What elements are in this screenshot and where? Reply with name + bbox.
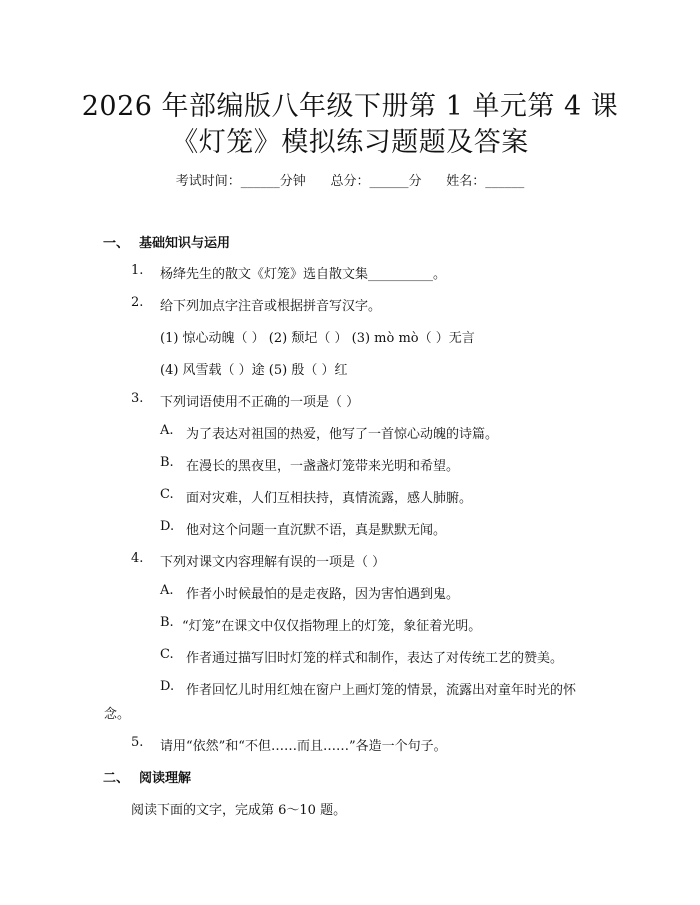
section-1-number: 一、 bbox=[103, 236, 130, 251]
question-1-number: 1. bbox=[131, 263, 144, 278]
question-4-option-d-text: 作者回忆儿时用红烛在窗户上画灯笼的情景，流露出对童年时光的怀 bbox=[186, 683, 577, 698]
question-3-text: 下列词语使用不正确的一项是（ ） bbox=[160, 395, 360, 410]
question-3-option-d-text: 他对这个问题一直沉默不语，真是默默无闻。 bbox=[186, 523, 447, 538]
question-1-text: 杨绛先生的散文《灯笼》选自散文集__________。 bbox=[160, 267, 447, 282]
exam-info: 考试时间：______分钟 总分：______分 姓名：______ bbox=[175, 174, 525, 189]
question-3-option-a-letter: A. bbox=[160, 423, 174, 438]
reading-intro: 阅读下面的文字，完成第 6～10 题。 bbox=[131, 803, 347, 818]
question-4-option-c-text: 作者通过描写旧时灯笼的样式和制作，表达了对传统工艺的赞美。 bbox=[186, 651, 564, 666]
question-3-option-d-letter: D. bbox=[160, 519, 175, 534]
question-4-text: 下列对课文内容理解有误的一项是（ ） bbox=[160, 555, 386, 570]
question-3-option-b-text: 在漫长的黑夜里，一盏盏灯笼带来光明和希望。 bbox=[186, 459, 460, 474]
document-title-line1: 2026 年部编版八年级下册第 1 单元第 4 课 bbox=[81, 91, 619, 122]
question-4-option-d-letter: D. bbox=[160, 679, 175, 694]
question-3-option-a-text: 为了表达对祖国的热爱，他写了一首惊心动魄的诗篇。 bbox=[186, 427, 499, 442]
section-1-title: 基础知识与运用 bbox=[139, 236, 231, 251]
question-4-option-d-continuation: 念。 bbox=[104, 707, 131, 722]
question-3-option-c-letter: C. bbox=[160, 487, 174, 502]
question-4-option-a-text: 作者小时候最怕的是走夜路，因为害怕遇到鬼。 bbox=[186, 587, 460, 602]
section-2-number: 二、 bbox=[103, 771, 130, 786]
question-4-option-b-text: “灯笼”在课文中仅仅指物理上的灯笼，象征着光明。 bbox=[182, 619, 482, 634]
question-2-text: 给下列加点字注音或根据拼音写汉字。 bbox=[160, 299, 382, 314]
section-2-title: 阅读理解 bbox=[139, 771, 192, 786]
document-title-line2: 《灯笼》模拟练习题题及答案 bbox=[171, 127, 529, 158]
question-3-option-c-text: 面对灾难，人们互相扶持，真情流露，感人肺腑。 bbox=[186, 491, 473, 506]
question-4-option-b-letter: B. bbox=[160, 615, 174, 630]
question-5-number: 5. bbox=[131, 735, 144, 750]
question-2-number: 2. bbox=[131, 295, 144, 310]
question-2-items-row1: (1) 惊心动魄（ ） (2) 颓圮（ ） (3) mò mò（ ）无言 bbox=[160, 331, 475, 346]
question-3-option-b-letter: B. bbox=[160, 455, 174, 470]
question-5-text: 请用“依然”和“不但……而且……”各造一个句子。 bbox=[160, 739, 447, 754]
question-3-number: 3. bbox=[131, 391, 144, 406]
question-2-items-row2: (4) 风雪载（ ）途 (5) 殷（ ）红 bbox=[160, 363, 348, 378]
question-4-option-c-letter: C. bbox=[160, 647, 174, 662]
question-4-number: 4. bbox=[131, 551, 144, 566]
question-4-option-a-letter: A. bbox=[160, 583, 174, 598]
